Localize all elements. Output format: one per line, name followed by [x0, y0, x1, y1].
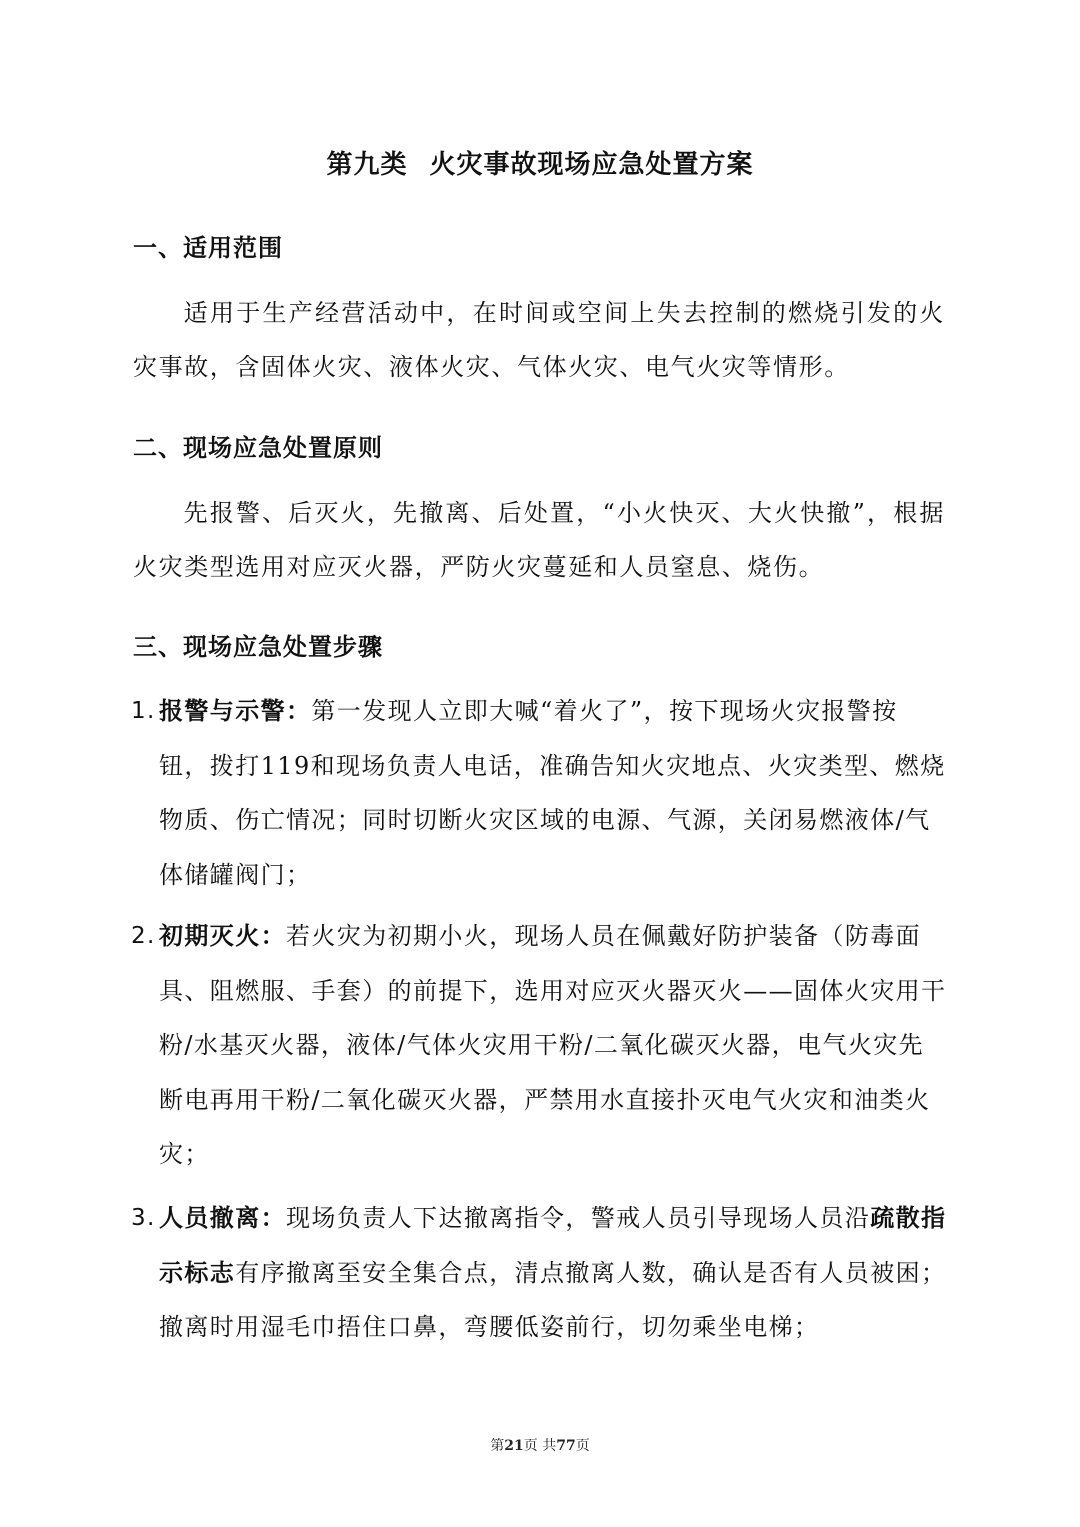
- title-prefix: 第九类: [326, 150, 408, 180]
- title-main: 火灾事故现场应急处置方案: [429, 150, 754, 180]
- step-item-initial-firefighting: [131, 909, 947, 1182]
- step-number: 1.: [131, 698, 156, 724]
- step-colon: ：: [260, 1203, 287, 1232]
- step-text: 若火灾为初期小火，现场人员在佩戴好防护装备（防毒面具、阻燃服、手套）的前提下，选用对应灭火器灭火——固体火灾用干粉/水基灭火器，液体/气体火灾用干粉/二氧化碳灭火器，电气火灾先断电再用干粉/二氧化碳灭火器，严禁用水直接扑灭电气火灾和油类火灾；: [159, 922, 947, 1168]
- total-page-number: 77: [556, 1438, 576, 1454]
- section-text-principles: [133, 486, 945, 594]
- step-text-emphasis: 疏散指示标志: [159, 1203, 947, 1287]
- section-heading-principles: 二、现场应急处置原则: [133, 433, 383, 462]
- step-colon: ：: [260, 921, 287, 950]
- step-item-alarm: [131, 684, 947, 902]
- step-label: 人员撤离: [159, 1203, 261, 1232]
- footer-prefix: 第: [490, 1438, 505, 1454]
- step-number: 3.: [131, 1205, 156, 1231]
- section-heading-steps: 三、现场应急处置步骤: [133, 632, 383, 661]
- page-title: [0, 143, 1080, 187]
- step-text: 第一发现人立即大喊“着火了”，按下现场火灾报警按钮，拨打119和现场负责人电话，准确告知火灾地点、火灾类型、燃烧物质、伤亡情况；同时切断火灾区域的电源、气源，关闭易燃液体/气体储罐阀门；: [159, 697, 946, 889]
- step-label: 报警与示警: [159, 696, 286, 725]
- section-heading-scope: 一、适用范围: [133, 233, 283, 262]
- footer-suffix: 页: [575, 1438, 590, 1454]
- current-page-number: 21: [504, 1438, 524, 1454]
- step-text-after: 有序撤离至安全集合点，清点撤离人数，确认是否有人员被困；撤离时用湿毛巾捂住口鼻，弯腰低姿前行，切勿乘坐电梯；: [159, 1258, 947, 1341]
- principles-text: 先报警、后灭火，先撤离、后处置，“小火快灭、大火快撤”，根据火灾类型选用对应灭火器，严防火灾蔓延和人员窒息、烧伤。: [133, 499, 945, 581]
- scope-text: 适用于生产经营活动中，在时间或空间上失去控制的燃烧引发的火灾事故，含固体火灾、液体火灾、气体火灾、电气火灾等情形。: [133, 299, 945, 381]
- section-text-scope: [133, 286, 945, 394]
- step-number: 2.: [131, 923, 156, 949]
- step-colon: ：: [286, 696, 312, 725]
- footer-middle: 页 共: [523, 1438, 557, 1454]
- step-text-before: 现场负责人下达撤离指令，警戒人员引导现场人员沿: [286, 1204, 871, 1232]
- page-footer: [0, 1436, 1080, 1456]
- step-item-evacuation: [131, 1191, 947, 1355]
- step-label: 初期灭火: [159, 921, 261, 950]
